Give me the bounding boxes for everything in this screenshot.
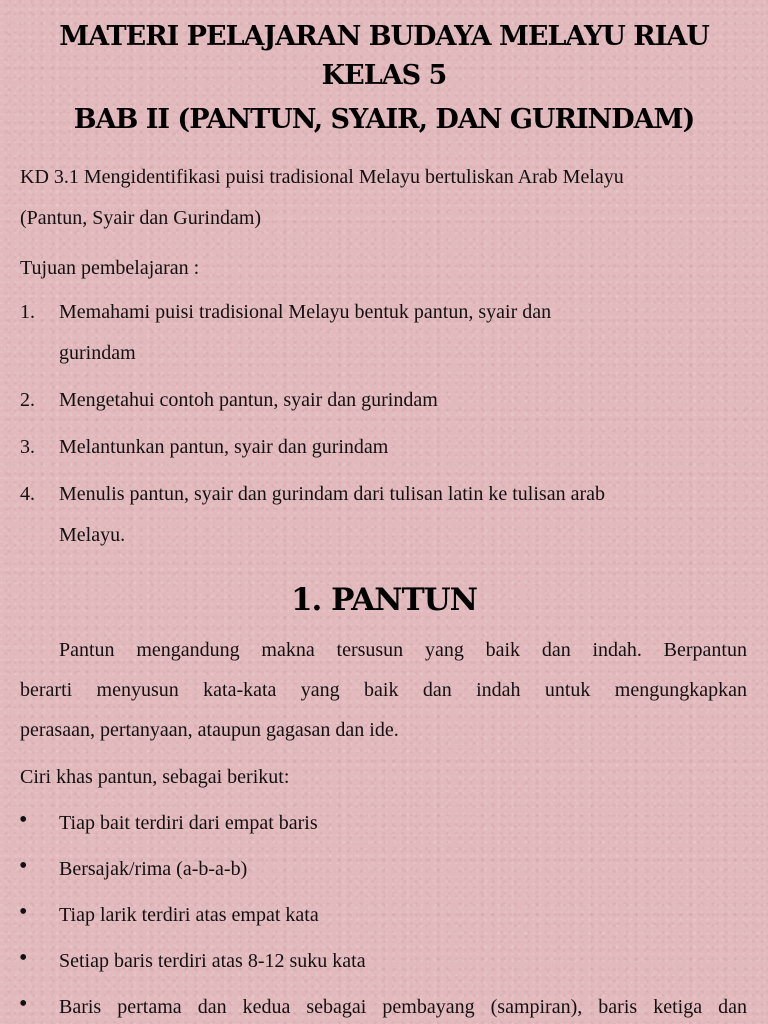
feature-item: Tiap larik terdiri atas empat kata [59, 904, 319, 926]
section-heading: 1. PANTUN [290, 582, 478, 618]
objectives-label: Tujuan pembelajaran : [20, 257, 200, 279]
objective-text: Melantunkan pantun, syair dan gurindam [59, 436, 389, 458]
bullet-icon: • [19, 807, 28, 833]
objective-text: Menulis pantun, syair dan gurindam dari tulisan latin ke tulisan arab [59, 483, 605, 505]
objective-text-continued: Melayu. [59, 524, 126, 546]
objective-number: 2. [20, 389, 35, 411]
kd-line-1: KD 3.1 Mengidentifikasi puisi tradisional Melayu bertuliskan Arab Melayu [20, 166, 624, 188]
bullet-icon: • [19, 899, 28, 925]
paragraph-line: berarti menyusun kata-kata yang baik dan indah untuk mengungkapkan [20, 679, 747, 701]
bullet-icon: • [19, 945, 28, 971]
feature-item: Setiap baris terdiri atas 8-12 suku kata [59, 950, 366, 972]
page-title-line-3: BAB II (PANTUN, SYAIR, DAN GURINDAM) [73, 104, 695, 135]
paragraph-line: Pantun mengandung makna tersusun yang baik dan indah. Berpantun [59, 639, 747, 661]
objective-text-continued: gurindam [59, 342, 136, 364]
objective-text: Mengetahui contoh pantun, syair dan gurindam [59, 389, 438, 411]
objective-number: 1. [20, 301, 35, 323]
features-label: Ciri khas pantun, sebagai berikut: [20, 766, 290, 788]
feature-item: Baris pertama dan kedua sebagai pembayang (sampiran), baris ketiga dan [59, 996, 747, 1018]
feature-item: Tiap bait terdiri dari empat baris [59, 812, 318, 834]
objective-number: 3. [20, 436, 35, 458]
objective-number: 4. [20, 483, 35, 505]
bullet-icon: • [19, 853, 28, 879]
paragraph-line: perasaan, pertanyaan, ataupun gagasan dan ide. [20, 719, 399, 741]
objective-text: Memahami puisi tradisional Melayu bentuk pantun, syair dan [59, 301, 552, 323]
page-title-line-2: KELAS 5 [321, 60, 447, 91]
kd-line-2: (Pantun, Syair dan Gurindam) [20, 207, 262, 229]
bullet-icon: • [19, 991, 28, 1017]
feature-item: Bersajak/rima (a-b-a-b) [59, 858, 248, 880]
page-title-line-1: MATERI PELAJARAN BUDAYA MELAYU RIAU [59, 21, 709, 52]
